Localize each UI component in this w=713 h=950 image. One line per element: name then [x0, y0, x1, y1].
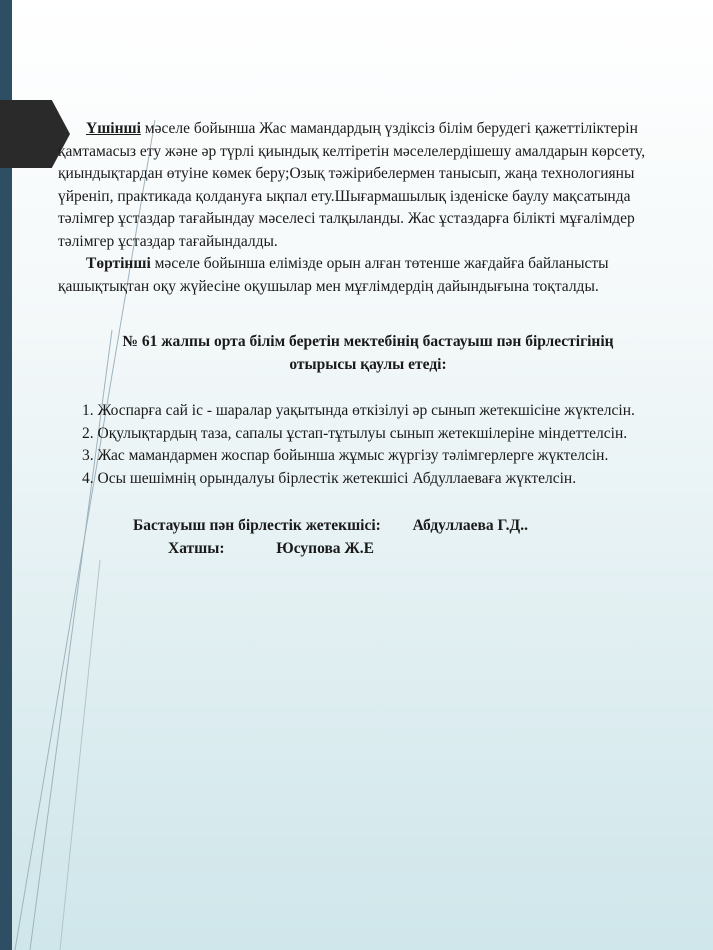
signature-block	[58, 514, 678, 560]
list-item: 2. Оқулықтардың таза, сапалы ұстап-тұтылуы сынып жетекшілеріне міндеттелсін.	[82, 424, 628, 442]
paragraph-third-issue	[58, 118, 678, 253]
list-item: 1. Жоспарға сай іс - шаралар уақытында өткізілуі әр сынып жетекшісіне жүктелсін.	[82, 402, 635, 419]
signature-secretary-row	[168, 537, 678, 560]
secretary-label: Хатшы:	[168, 540, 225, 557]
list-item: 3. Жас мамандармен жоспар бойынша жұмыс жүргізу тәлімгерлерге жүктелсін.	[82, 447, 609, 464]
resolution-heading	[58, 330, 678, 376]
head-label: Бастауыш пән бірлестік жетекшісі:	[133, 517, 381, 534]
signature-head-row	[133, 514, 678, 537]
paragraph-fourth-issue	[58, 253, 678, 298]
heading-line-1: № 61 жалпы орта білім беретін мектебінің бастауыш пән бірлестігінің	[122, 333, 614, 350]
paragraph-text-third: мәселе бойынша Жас мамандардың үздіксіз білім берудегі қажеттіліктерін қамтамасыз ету және әр түрлі қиындық келтіретін мәселелердішешу амалдарын көрсету, қиындықтардан өтуіне көмек беру;Озық тәжірибелермен танысып, жаңа технологияны үйреніп, практикада қолдануға ықпал ету.Шығармашылық ізденіске баулу мақсатында тәлімгер ұстаздар тағайындау мәселесі талқыланды. Жас ұстаздарға білікті мұғалімдер тәлімгер ұстаздар тағайындалды.	[58, 120, 646, 250]
secretary-name: Юсупова Ж.Е	[276, 540, 374, 557]
heading-line-2: отырысы қаулы етеді:	[289, 356, 447, 373]
head-name: Абдуллаева Г.Д..	[412, 517, 528, 534]
paragraph-text-fourth: мәселе бойынша елімізде орын алған төтенше жағдайға байланысты қашықтықтан оқу жүйесіне оқушылар мен мұғлімдердің дайындығына тоқталды.	[58, 255, 609, 295]
paragraph-lead-third: Үшінші	[86, 120, 141, 137]
decision-list	[82, 400, 678, 490]
list-item: 4. Осы шешімнің орындалуы бірлестік жетекшісі Абдуллаеваға жүктелсін.	[82, 469, 577, 487]
paragraph-lead-fourth: Төртінші	[86, 255, 151, 272]
document-body	[58, 118, 678, 560]
